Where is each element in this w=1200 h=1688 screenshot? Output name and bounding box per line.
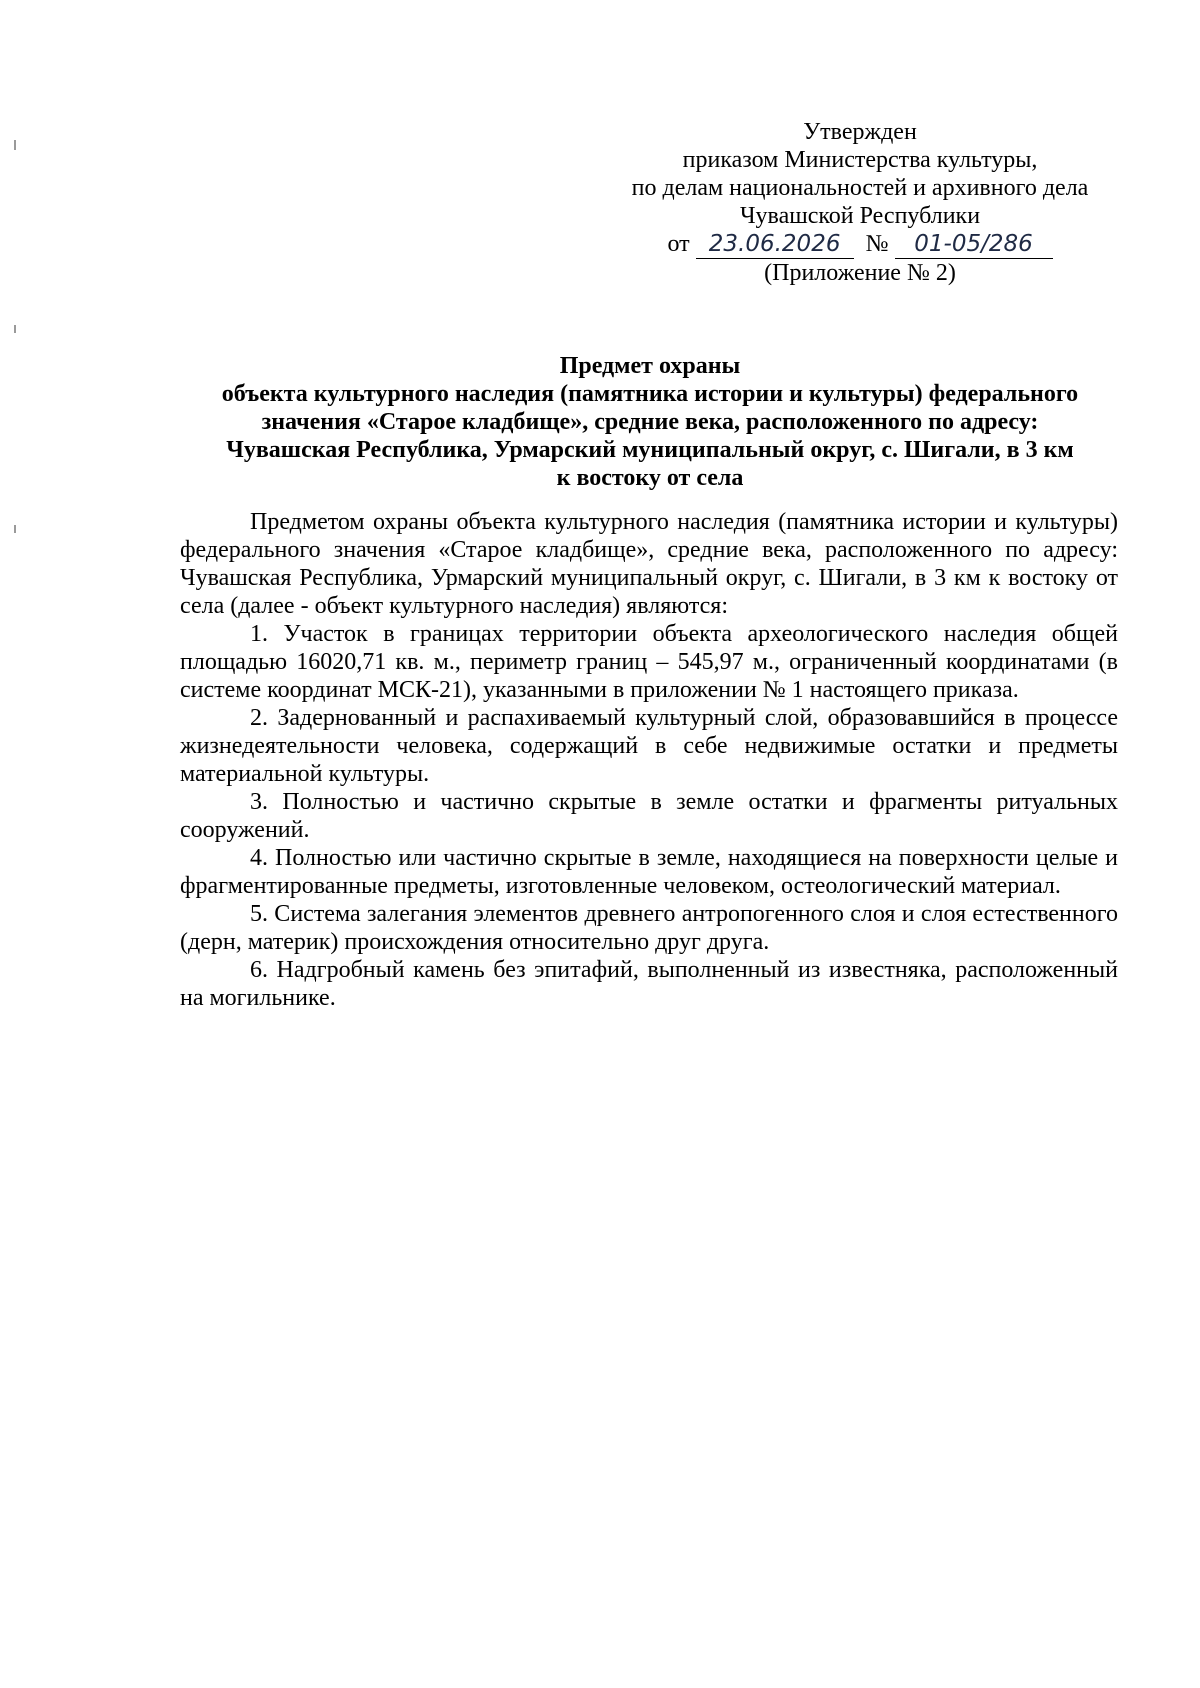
list-item: 2. Задернованный и распахиваемый культурный слой, образовавшийся в процессе жизнедеятельности человека, содержащий в себе недвижимые остатки и предметы материальной культуры. bbox=[180, 705, 1118, 787]
list-item: 5. Система залегания элементов древнего антропогенного слоя и слоя естественного (дерн, материк) происхождения относительно друг друга. bbox=[180, 901, 1118, 955]
title-line: Предмет охраны bbox=[559, 353, 741, 379]
approval-ministry: приказом Министерства культуры, bbox=[682, 147, 1038, 173]
list-item: 1. Участок в границах территории объекта археологического наследия общей площадью 16020,71 кв. м., периметр границ – 545,97 м., ограниченный координатами (в системе координат МСК-21), указанными в приложении № 1 настоящего приказа. bbox=[180, 621, 1118, 703]
document-title bbox=[170, 352, 1130, 492]
approval-block bbox=[600, 118, 1120, 287]
title-line: Чувашская Республика, Урмарский муниципальный округ, с. Шигали, в 3 км bbox=[226, 437, 1074, 463]
handwritten-date: 23.06.2026 bbox=[696, 230, 854, 259]
date-prefix: от bbox=[667, 231, 690, 257]
document-body bbox=[180, 508, 1118, 1012]
number-prefix: № bbox=[865, 231, 889, 257]
list-item: 4. Полностью или частично скрытые в земле, находящиеся на поверхности целые и фрагментированные предметы, изготовленные человеком, остеологический материал. bbox=[180, 845, 1118, 899]
approval-republic: Чувашской Республики bbox=[739, 203, 981, 229]
list-item: 3. Полностью и частично скрытые в земле остатки и фрагменты ритуальных сооружений. bbox=[180, 789, 1118, 843]
approval-heading: Утвержден bbox=[803, 119, 917, 145]
appendix-label: (Приложение № 2) bbox=[764, 260, 956, 286]
scan-margin-mark bbox=[14, 325, 16, 333]
list-item: 6. Надгробный камень без эпитафий, выполненный из известняка, расположенный на могильнике. bbox=[180, 957, 1118, 1011]
scan-margin-mark bbox=[14, 525, 16, 533]
approval-ministry-continued: по делам национальностей и архивного дела bbox=[631, 175, 1089, 201]
title-line: к востоку от села bbox=[556, 465, 744, 491]
title-line: объекта культурного наследия (памятника истории и культуры) федерального bbox=[221, 381, 1079, 407]
title-line: значения «Старое кладбище», средние века, расположенного по адресу: bbox=[261, 409, 1039, 435]
handwritten-number: 01-05/286 bbox=[895, 230, 1053, 259]
approval-date-number bbox=[600, 230, 1120, 259]
intro-paragraph: Предметом охраны объекта культурного наследия (памятника истории и культуры) федерального значения «Старое кладбище», средние века, расположенного по адресу: Чувашская Республика, Урмарский муниципальный округ, с. Шигали, в 3 км к востоку от села (далее - объект культурного наследия) являются: bbox=[180, 509, 1118, 619]
scan-margin-mark bbox=[14, 140, 16, 150]
